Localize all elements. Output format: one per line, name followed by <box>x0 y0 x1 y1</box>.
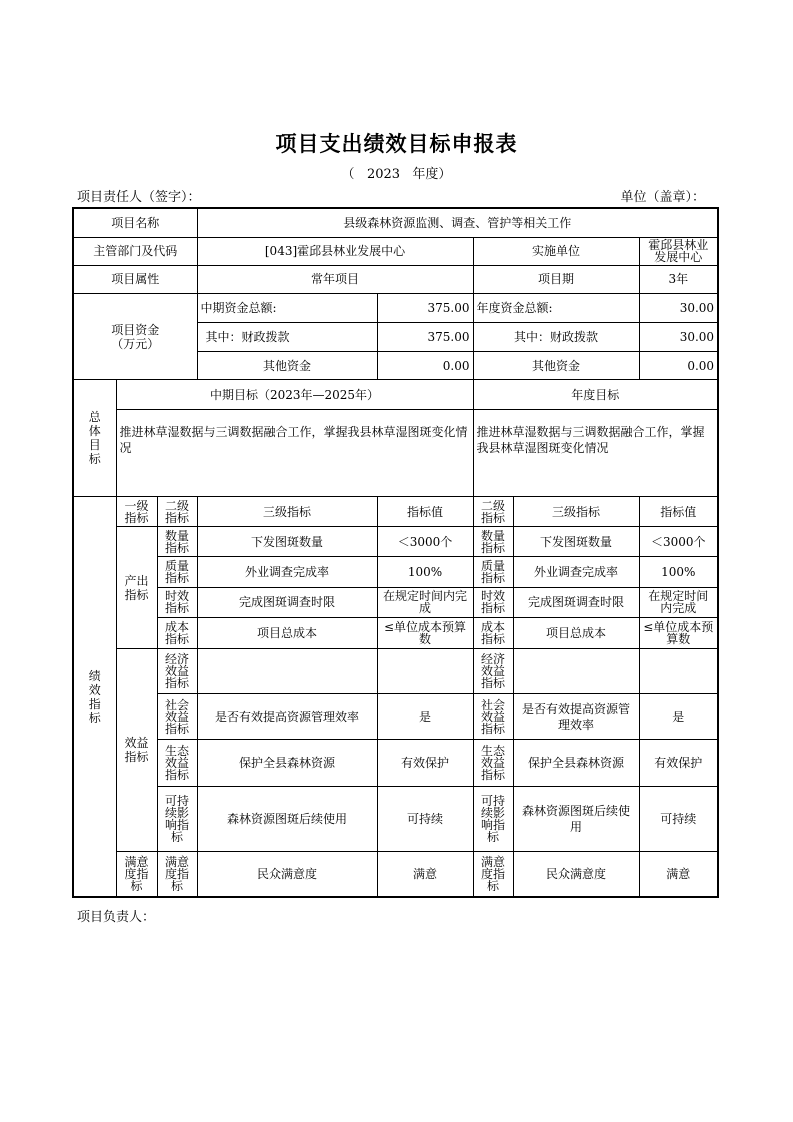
row-level2-mid: 社会效益指标 <box>157 694 197 740</box>
row-level3-mid: 下发图斑数量 <box>197 527 377 557</box>
row-value-mid: 100% <box>377 557 473 587</box>
row-value-year: ＜3000个 <box>639 527 718 557</box>
row-value-mid <box>377 648 473 693</box>
header-level3-mid: 三级指标 <box>197 497 377 527</box>
row-level2-mid: 生态效益指标 <box>157 740 197 786</box>
row-value-year: 满意 <box>639 852 718 897</box>
project-attr-label: 项目属性 <box>73 265 197 293</box>
row-level2-year: 可持续影响指标 <box>473 786 513 851</box>
row-level2-year: 质量指标 <box>473 557 513 587</box>
row-level3-year: 下发图斑数量 <box>513 527 639 557</box>
year-total-label: 年度资金总额: <box>473 293 639 322</box>
row-value-year: 100% <box>639 557 718 587</box>
row-level2-mid: 数量指标 <box>157 527 197 557</box>
year-goal-text: 推进林草湿数据与三调数据融合工作，掌握我县林草湿图斑变化情况 <box>473 409 718 497</box>
header-level2-year: 二级指标 <box>473 497 513 527</box>
year-other-label: 其他资金 <box>473 352 639 380</box>
mid-other-label: 其他资金 <box>197 352 377 380</box>
performance-form-table <box>72 207 719 898</box>
output-indicators-label: 产出 指标 <box>116 527 157 649</box>
row-level3-mid: 民众满意度 <box>197 852 377 897</box>
row-value-mid: ＜3000个 <box>377 527 473 557</box>
mid-total-value: 375.00 <box>377 293 473 322</box>
row-level3-mid: 外业调查完成率 <box>197 557 377 587</box>
impl-unit-value: 霍邱县林业发展中心 <box>639 237 718 265</box>
row-value-year: 有效保护 <box>639 740 718 786</box>
funds-label: 项目资金 （万元） <box>73 293 197 379</box>
project-name-label: 项目名称 <box>73 208 197 237</box>
year-total-value: 30.00 <box>639 293 718 322</box>
mid-fiscal-value: 375.00 <box>377 323 473 352</box>
row-level3-year: 森林资源图斑后续使用 <box>513 786 639 851</box>
benefit-indicators-label: 效益 指标 <box>116 648 157 851</box>
row-value-year: 可持续 <box>639 786 718 851</box>
year-other-value: 0.00 <box>639 352 718 380</box>
unit-seal-label: 单位（盖章）： <box>620 190 705 205</box>
row-level2-mid: 可持续影响指标 <box>157 786 197 851</box>
overall-goals-label: 总 体 目 标 <box>73 380 116 497</box>
mid-total-label: 中期资金总额: <box>197 293 377 322</box>
dept-label: 主管部门及代码 <box>73 237 197 265</box>
row-level2-mid: 成本指标 <box>157 617 197 648</box>
project-leader-label: 项目负责人： <box>77 910 156 925</box>
row-level3-mid <box>197 648 377 693</box>
row-level3-year <box>513 648 639 693</box>
row-level2-year: 生态效益指标 <box>473 740 513 786</box>
row-level2-year: 时效指标 <box>473 587 513 617</box>
row-level3-mid: 项目总成本 <box>197 617 377 648</box>
row-level3-year: 是否有效提高资源管理效率 <box>513 694 639 740</box>
row-value-mid: ≤单位成本预算数 <box>377 617 473 648</box>
row-level3-mid: 森林资源图斑后续使用 <box>197 786 377 851</box>
row-level3-mid: 是否有效提高资源管理效率 <box>197 694 377 740</box>
project-attr-value: 常年项目 <box>197 265 473 293</box>
row-level3-year: 外业调查完成率 <box>513 557 639 587</box>
row-level2-year: 经济效益指标 <box>473 648 513 693</box>
row-value-mid: 是 <box>377 694 473 740</box>
row-value-mid: 在规定时间内完成 <box>377 587 473 617</box>
row-value-year: 在规定时间内完成 <box>639 587 718 617</box>
row-value-mid: 可持续 <box>377 786 473 851</box>
row-level3-mid: 保护全县森林资源 <box>197 740 377 786</box>
mid-other-value: 0.00 <box>377 352 473 380</box>
row-level2-year: 成本指标 <box>473 617 513 648</box>
row-level2-mid: 时效指标 <box>157 587 197 617</box>
row-level2-year: 满意度指标 <box>473 852 513 897</box>
year-goal-header: 年度目标 <box>473 380 718 409</box>
row-level3-year: 民众满意度 <box>513 852 639 897</box>
header-level1: 一级指标 <box>116 497 157 527</box>
row-level3-year: 完成图斑调查时限 <box>513 587 639 617</box>
page-title: 项目支出绩效目标申报表 <box>275 131 518 156</box>
row-level3-year: 项目总成本 <box>513 617 639 648</box>
responsible-sign-label: 项目责任人（签字）： <box>77 190 201 205</box>
dept-value: [043]霍邱县林业发展中心 <box>197 237 473 265</box>
project-period-label: 项目期 <box>473 265 639 293</box>
row-value-mid: 满意 <box>377 852 473 897</box>
satisfaction-indicators-label: 满意度指标 <box>116 852 157 897</box>
header-value-mid: 指标值 <box>377 497 473 527</box>
row-value-year: 是 <box>639 694 718 740</box>
row-level3-year: 保护全县森林资源 <box>513 740 639 786</box>
mid-goal-text: 推进林草湿数据与三调数据融合工作，掌握我县林草湿图斑变化情况 <box>116 409 473 497</box>
header-value-year: 指标值 <box>639 497 718 527</box>
row-level2-year: 社会效益指标 <box>473 694 513 740</box>
impl-unit-label: 实施单位 <box>473 237 639 265</box>
mid-fiscal-label: 其中：财政拨款 <box>197 323 377 352</box>
row-level3-mid: 完成图斑调查时限 <box>197 587 377 617</box>
row-value-year: ≤单位成本预算数 <box>639 617 718 648</box>
row-level2-mid: 经济效益指标 <box>157 648 197 693</box>
row-level2-mid: 质量指标 <box>157 557 197 587</box>
project-name-value: 县级森林资源监测、调查、管护等相关工作 <box>197 208 718 237</box>
year-line: （ 2023 年度） <box>341 167 452 182</box>
year-fiscal-label: 其中：财政拨款 <box>473 323 639 352</box>
year-fiscal-value: 30.00 <box>639 323 718 352</box>
project-period-value: 3年 <box>639 265 718 293</box>
row-level2-year: 数量指标 <box>473 527 513 557</box>
row-level2-mid: 满意度指标 <box>157 852 197 897</box>
mid-goal-header: 中期目标（2023年—2025年） <box>116 380 473 409</box>
header-level2-mid: 二级指标 <box>157 497 197 527</box>
row-value-year <box>639 648 718 693</box>
row-value-mid: 有效保护 <box>377 740 473 786</box>
header-level3-year: 三级指标 <box>513 497 639 527</box>
performance-indicators-label: 绩 效 指 标 <box>73 497 116 897</box>
